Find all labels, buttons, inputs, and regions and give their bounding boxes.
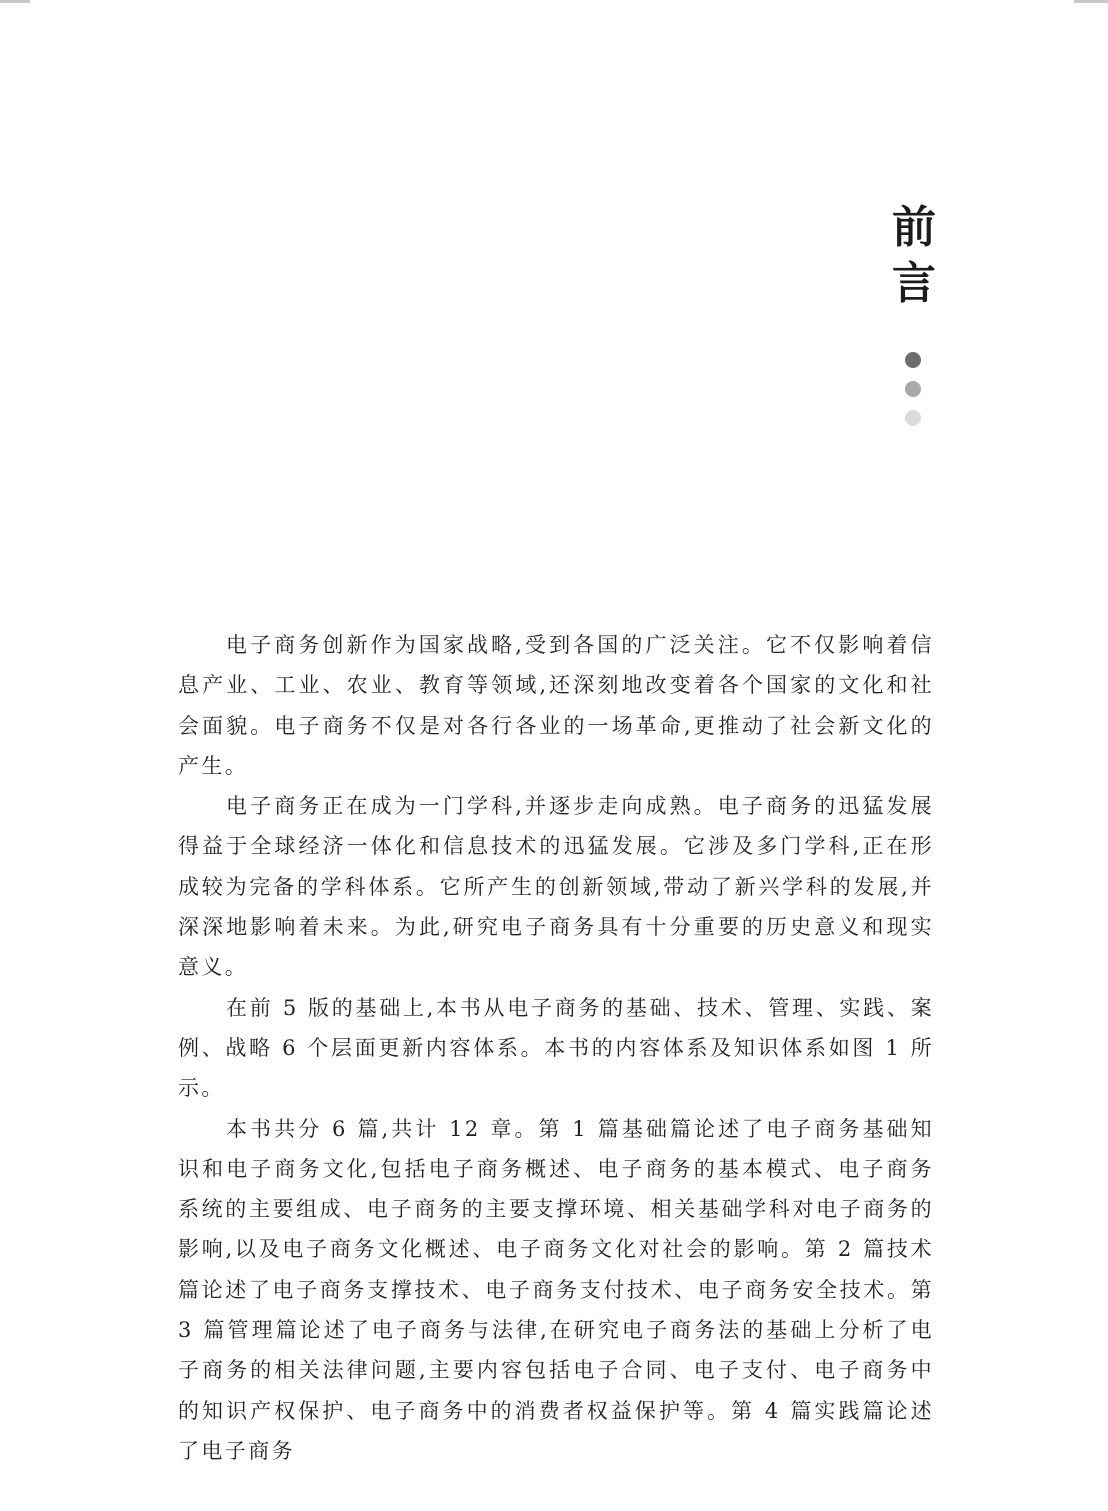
heading-char-1: 前 bbox=[892, 202, 936, 253]
decorative-dots bbox=[904, 352, 922, 439]
top-left-crop-mark bbox=[0, 0, 30, 3]
dot-light bbox=[905, 410, 921, 426]
dot-dark bbox=[905, 352, 921, 368]
paragraph-2: 电子商务正在成为一门学科,并逐步走向成熟。电子商务的迅猛发展得益于全球经济一体化和信息技术的迅猛发展。它涉及多门学科,正在形成较为完备的学科体系。它所产生的创新领域,带动了新兴学科的发展,并深深地影响着未来。为此,研究电子商务具有十分重要的历史意义和现实意义。 bbox=[178, 794, 934, 980]
heading-char-2: 言 bbox=[892, 258, 936, 309]
paragraph-4: 本书共分 6 篇,共计 12 章。第 1 篇基础篇论述了电子商务基础知识和电子商务文化,包括电子商务概述、电子商务的基本模式、电子商务系统的主要组成、电子商务的主要支撑环境、相关基础学科对电子商务的影响,以及电子商务文化概述、电子商务文化对社会的影响。第 2 篇技术篇论述了电子商务支撑技术、电子商务支付技术、电子商务安全技术。第 3 篇管理篇论述了电子商务与法律,在研究电子商务法的基础上分析了电子商务的相关法律问题,主要内容包括电子合同、电子支付、电子商务中的知识产权保护、电子商务中的消费者权益保护等。第 4 篇实践篇论述了电子商务 bbox=[178, 1116, 934, 1463]
paragraph-1: 电子商务创新作为国家战略,受到各国的广泛关注。它不仅影响着信息产业、工业、农业、教育等领域,还深刻地改变着各个国家的文化和社会面貌。电子商务不仅是对各行各业的一场革命,更推动了社会新文化的产生。 bbox=[178, 633, 934, 778]
dot-medium bbox=[905, 381, 921, 397]
chapter-heading bbox=[886, 200, 942, 312]
top-right-crop-mark bbox=[1074, 0, 1108, 3]
paragraph-3: 在前 5 版的基础上,本书从电子商务的基础、技术、管理、实践、案例、战略 6 个层面更新内容体系。本书的内容体系及知识体系如图 1 所示。 bbox=[178, 995, 934, 1101]
preface-body bbox=[178, 625, 934, 1471]
